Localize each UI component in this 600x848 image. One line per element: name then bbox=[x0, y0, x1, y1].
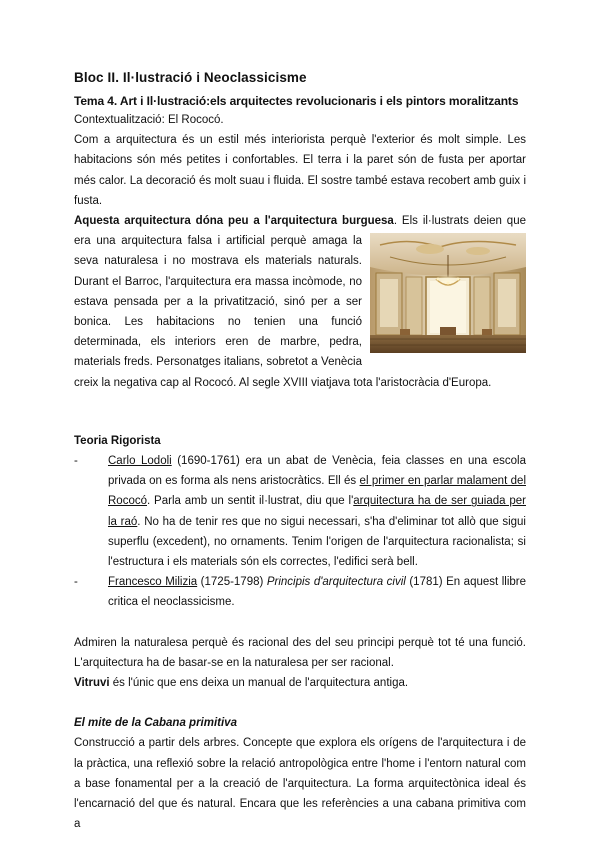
lodoli-text-3: . No ha de tenir res que no sigui necessari, s'ha d'eliminar tot allò que sigui superflu (excedent), no ornaments. Tenim l'origen de l'arquitectura racionalista; si l'estructura i els materials són els correctes, l'edifici serà bell. bbox=[108, 515, 526, 569]
paragraph-rococo-interior: Com a arquitectura és un estil més interiorista perquè l'exterior és molt simple. Les habitacions són més petites i confortables. El terra i la paret són de fusta per aportar més calor. La decoració és molt suau i fluida. El sostre també estava recobert amb guix i fusta. bbox=[74, 134, 526, 207]
lodoli-underline-1: el primer en parlar malament del Rococó bbox=[108, 475, 526, 508]
list-item-milizia bbox=[74, 572, 527, 612]
vitruvi-text: és l'únic que ens deixa un manual de l'arquitectura antiga. bbox=[109, 677, 409, 690]
list-item-lodoli bbox=[74, 451, 526, 572]
lodoli-underline-2: arquitectura ha de ser guiada per la raó bbox=[108, 495, 526, 528]
paragraph-cabana: Construcció a partir dels arbres. Concepte que explora els orígens de l'arquitectura i de la pràctica, una reflexió sobre la relació antropològica entre l'home i l'entorn natural com a base fonamental per a la creació de l'arquitectura. La forma arquitectònica ideal és l'encarnació del que és natural. Encara que les referències a una cabana primitiva com a bbox=[74, 737, 526, 831]
section-title-cabana: El mite de la Cabana primitiva bbox=[74, 717, 237, 730]
spacer bbox=[74, 613, 526, 633]
dash-bullet: - bbox=[74, 576, 78, 589]
vitruvi-bold: Vitruvi bbox=[74, 677, 110, 690]
section-title-teoria-rigorista: Teoria Rigorista bbox=[74, 434, 161, 447]
document-content bbox=[74, 70, 526, 835]
rococo-interior-photo bbox=[370, 233, 526, 353]
book-title: Principis d'arquitectura civil bbox=[266, 576, 406, 589]
milizia-text-1: (1725-1798) bbox=[197, 576, 267, 589]
bloc-title: Bloc II. Il·lustració i Neoclassicisme bbox=[74, 70, 307, 85]
paragraph-vitruvi bbox=[74, 673, 526, 693]
lodoli-text-2: . Parla amb un sentit il·lustrat, diu que l' bbox=[147, 495, 354, 508]
milizia-text-2: (1781) En aquest llibre critica el neoclassicisme. bbox=[108, 576, 527, 609]
rococo-interior-image bbox=[370, 233, 526, 353]
burgesa-text: . Els il·lustrats deien que era una arquitectura falsa i artificial perquè amaga la seva naturalesa i no mostrava els materials naturals. Durant el Barroc, l'arquitectura era massa incòmode, no estava pensada per a la privatització, sinó per a ser bonica. Les habitacions no tenien una funció determinada, els interiors eren de marbre, pedra, materials freds. Personatges italians, sobretot a Venècia creix la negativa cap al Rococó. Al segle XVIII viatjava tota l'aristocràcia d'Europa. bbox=[74, 215, 526, 389]
dash-bullet: - bbox=[74, 455, 78, 468]
lodoli-text-1: (1690-1761) era un abat de Venècia, feia classes en una escola privada on es forma als nens aristocràtics. Ell és bbox=[108, 455, 526, 488]
context-line: Contextualització: El Rococó. bbox=[74, 114, 224, 126]
tema-title: Tema 4. Art i Il·lustració:els arquitectes revolucionaris i els pintors moralitzants bbox=[74, 94, 519, 108]
spacer bbox=[74, 693, 526, 713]
burgesa-bold: Aquesta arquitectura dóna peu a l'arquitectura burguesa bbox=[74, 215, 394, 228]
spacer bbox=[74, 393, 526, 431]
name-milizia: Francesco Milizia bbox=[108, 576, 198, 589]
paragraph-burgesa bbox=[74, 211, 526, 393]
rigorista-list bbox=[74, 451, 526, 613]
paragraph-naturalesa: Admiren la naturalesa perquè és racional des del seu principi perquè tot té una funció. L'arquitectura ha de basar-se en la naturalesa per ser racional. bbox=[74, 636, 526, 669]
name-lodoli: Carlo Lodoli bbox=[108, 455, 172, 468]
